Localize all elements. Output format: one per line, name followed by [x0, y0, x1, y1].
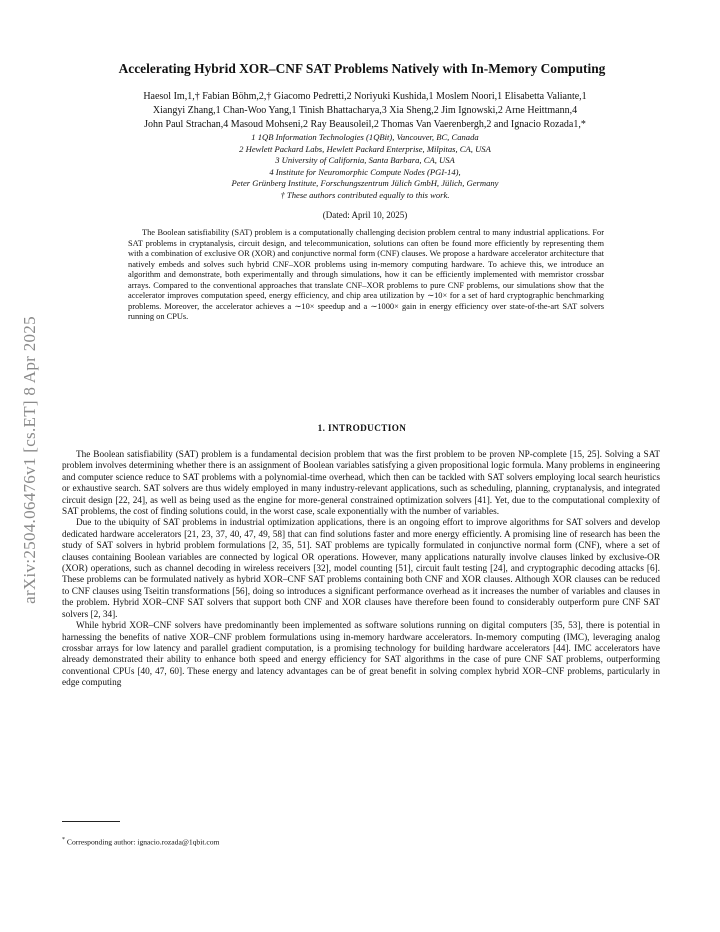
- paragraph: The Boolean satisfiability (SAT) problem is a fundamental decision problem that was the first problem to be proven NP-complete [15, 25]. Solving a SAT problem involves determining whether there is an assignment of Boolean variables satisfying a given propositional logic formula. Many problems in engineering and computer science reduce to SAT problems with a polynomial-time overhead, which then can be tackled with SAT solvers employing local search heuristics or exhaustive search. SAT solvers are thus widely employed in many industry-relevant applications, such as scheduling, planning, cryptanalysis, and integrated circuit design [22, 24], as well as being used as the engine for more-general constrained optimization solvers [41]. Yet, due to the computational complexity of SAT problems, the cost of finding solutions could, in the worst case, scale exponentially with the number of variables.: [62, 450, 660, 518]
- footnote: [62, 837, 219, 847]
- author-list: [70, 90, 660, 132]
- arxiv-identifier: arXiv:2504.06476v1 [cs.ET] 8 Apr 2025: [20, 316, 39, 604]
- date-line: (Dated: April 10, 2025): [322, 210, 408, 220]
- footnote-rule: [62, 821, 120, 822]
- affiliation-list: [70, 132, 660, 202]
- author-line: Haesol Im,1,† Fabian Böhm,2,† Giacomo Pedretti,2 Noriyuki Kushida,1 Moslem Noori,1 Elisabetta Valiante,1: [143, 91, 587, 102]
- paper-title: Accelerating Hybrid XOR–CNF SAT Problems Natively with In-Memory Computing: [118, 61, 606, 76]
- footnote-text: Corresponding author: ignacio.rozada@1qbit.com: [66, 837, 220, 847]
- affiliation-line: 4 Institute for Neuromorphic Compute Nodes (PGI-14),: [269, 166, 461, 177]
- author-line: Xiangyi Zhang,1 Chan-Woo Yang,1 Tinish Bhattacharya,3 Xia Sheng,2 Jim Ignowski,2 Arne Heittmann,4: [152, 105, 578, 116]
- paragraph: Due to the ubiquity of SAT problems in industrial optimization applications, there is an ongoing effort to improve algorithms for SAT solvers and develop dedicated hardware accelerators [21, 23, 37, 40, 47, 49, 58] that can find solutions faster and more energy efficiently. A promising line of research has been the study of SAT solvers in hybrid problem formulations [2, 35, 51]. SAT problems are typically formulated in conjunctive normal form (CNF), where a set of clauses containing Boolean variables are connected by logical OR operations. However, many applications naturally involve clauses linked by exclusive-OR (XOR) operations, such as channel decoding in wireless receivers [32], model counting [51], circuit fault testing [24], and cryptographic decoding attacks [6]. These problems can be formulated natively as hybrid XOR–CNF SAT problems containing both CNF and XOR clauses. Although XOR clauses can be reduced to CNF clauses using Tseitin transformations [56], doing so introduces a significant performance overhead as it increases the number of variables and clauses in the problem. Hybrid XOR–CNF SAT solvers that support both CNF and XOR clauses have therefore been found to considerably outperform pure CNF SAT solvers [2, 34].: [62, 518, 660, 620]
- section-heading: 1. INTRODUCTION: [317, 423, 407, 433]
- paragraph: While hybrid XOR–CNF solvers have predominantly been implemented as software solutions running on digital computers [35, 53], there is potential in harnessing the benefits of native XOR–CNF problem formulations using in-memory hardware accelerators. In-memory computing (IMC), leveraging analog crossbar arrays for low latency and parallel gradient computation, is a promising technology for building hardware accelerators [44]. IMC accelerators have already demonstrated their ability to enhance both speed and energy efficiency for SAT algorithms in the case of pure CNF SAT problems, outperforming conventional CPUs [40, 47, 60]. These energy and latency advantages can be of great benefit in solving complex hybrid XOR–CNF problems, particularly in edge computing: [62, 621, 660, 689]
- footnote-mark: *: [62, 837, 65, 843]
- affiliation-line: 1 1QB Information Technologies (1QBit), Vancouver, BC, Canada: [251, 132, 479, 142]
- affiliation-line: 2 Hewlett Packard Labs, Hewlett Packard Enterprise, Milpitas, CA, USA: [239, 143, 491, 154]
- author-line: John Paul Strachan,4 Masoud Mohseni,2 Ray Beausoleil,2 Thomas Van Vaerenbergh,2 and Ignacio Rozada1,*: [144, 119, 586, 130]
- arxiv-sidebar-stamp: [10, 250, 50, 670]
- body-text: [62, 450, 660, 690]
- affiliation-line: 3 University of California, Santa Barbara, CA, USA: [275, 155, 455, 166]
- affiliation-line: Peter Grünberg Institute, Forschungszentrum Jülich GmbH, Jülich, Germany: [231, 178, 499, 189]
- abstract: The Boolean satisfiability (SAT) problem is a computationally challenging decision problem central to many industrial applications. For SAT problems in cryptanalysis, circuit design, and telecommunication, solutions can often be found more efficiently by representing them with a combination of exclusive OR (XOR) and conjunctive normal form (CNF) clauses. We propose a hardware accelerator architecture that natively embeds and solves such hybrid CNF–XOR problems using in-memory computing hardware. To achieve this, we introduce an algorithm and demonstrate, both experimentally and through simulations, how it can be efficiently implemented with memristor crossbar arrays. Compared to the conventional approaches that translate CNF–XOR problems to pure CNF problems, our simulations show that the accelerator improves computation speed, energy efficiency, and chip area utilization by ∼10× for a set of hard cryptographic benchmarking problems. Moreover, the accelerator achieves a ∼10× speedup and a ∼1000× gain in energy efficiency over state-of-the-art SAT solvers running on CPUs.: [128, 228, 604, 321]
- equal-contribution-note: † These authors contributed equally to this work.: [280, 189, 450, 200]
